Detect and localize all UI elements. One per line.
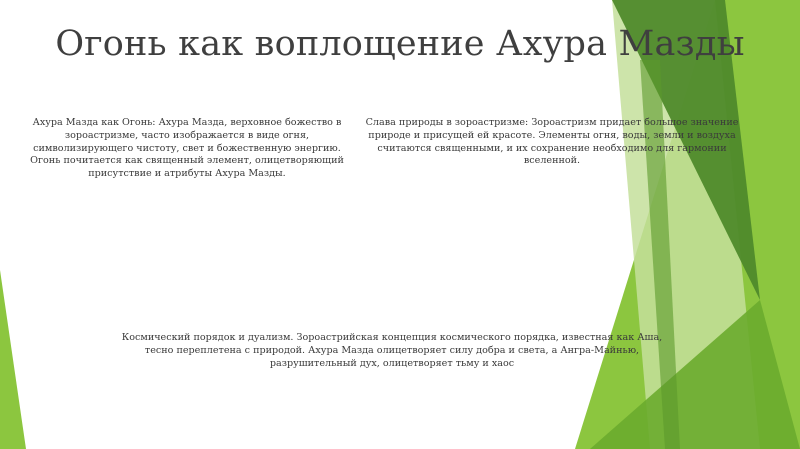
left-green-sliver bbox=[0, 270, 26, 449]
paragraph-cosmic-order: Космический порядок и дуализм. Зороастрийская концепция космического порядка, известная как Аша, тесно переплетена с природой. Ахура Мазда олицетворяет силу добра и света, а Ангра-Майнью, разрушительный дух, олицетворяет тьму и хаос bbox=[121, 332, 663, 369]
slide-title: Огонь как воплощение Ахура Мазды bbox=[55, 24, 745, 64]
paragraph-nature: Слава природы в зороастризме: Зороастризм придает большое значение природе и присущей ей красоте. Элементы огня, воды, земли и воздуха считаются священными, и их сохранение необходимо для гармонии вселенной. bbox=[365, 117, 739, 167]
paragraph-fire: Ахура Мазда как Огонь: Ахура Мазда, верховное божество в зороастризме, часто изображается в виде огня, символизирующего чистоту, свет и божественную энергию. Огонь почитается как священный элемент, олицетворяющий присутствие и атрибуты Ахура Мазды. bbox=[30, 117, 344, 180]
